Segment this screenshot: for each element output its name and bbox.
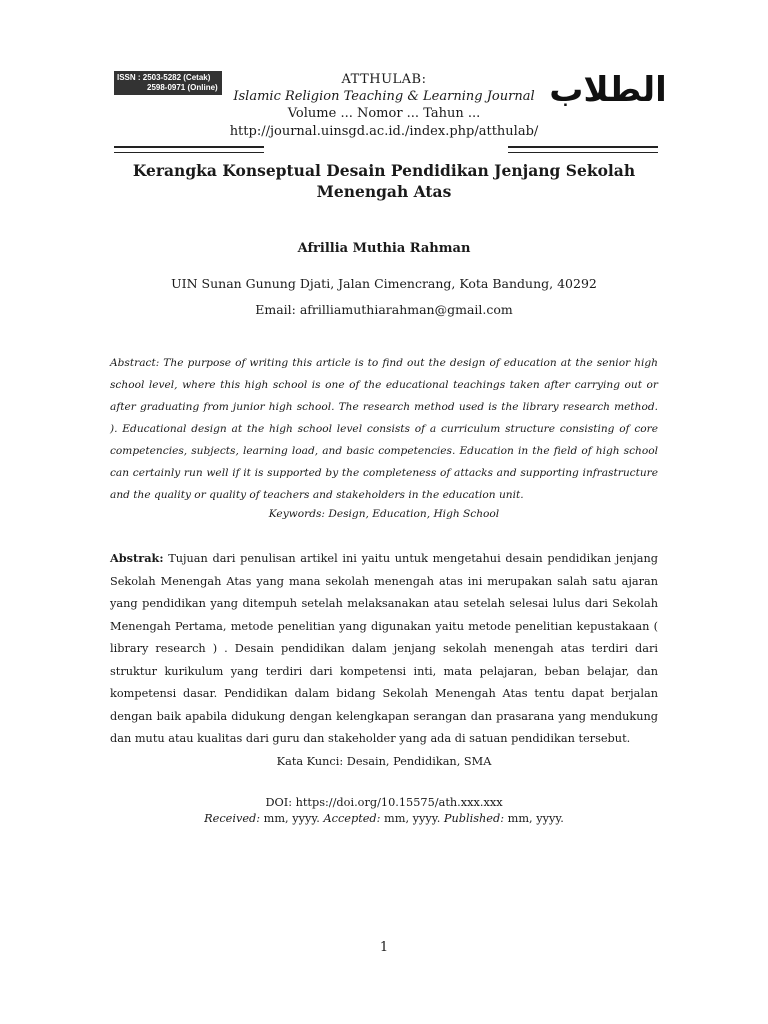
abstract-english-label: Abstract: (110, 357, 160, 369)
page-number: 1 (379, 940, 389, 955)
abstract-indonesian-text: Tujuan dari penulisan artikel ini yaitu untuk mengetahui desain pendidikan jenjang Sekolah Menengah Atas yang mana sekolah menengah atas ini merupakan salah satu ajaran yang pendidikan yang ditempuh setelah melaksanakan atau setelah selesai lulus dari Sekolah Menengah Pertama, metode penelitian yang digunakan yaitu metode penelitian kepustakaan ( library research ) . Desain pendidikan dalam jenjang sekolah menengah atas terdiri dari struktur kurikulum yang terdiri dari kompetensi inti, mata pelajaran, beban belajar, dan kompetensi dasar. Pendidikan dalam bidang Sekolah Menengah Atas tentu dapat berjalan dengan baik apabila didukung dengan kelengkapan serangan dan prasarana yang mendukung dan mutu atau kualitas dari guru dan stakeholder yang ada di satuan pendidikan tersebut. (110, 552, 658, 745)
abstract-english (110, 352, 658, 506)
issn-print: ISSN : 2503-5282 (Cetak) (117, 73, 211, 82)
received-value: mm, yyyy. (260, 812, 324, 825)
header-rule-right-bottom (508, 152, 658, 153)
header-rule-left-top (114, 146, 264, 148)
header-rule-right-top (508, 146, 658, 148)
author-affiliation: UIN Sunan Gunung Djati, Jalan Cimencrang, Kota Bandung, 40292 (171, 276, 597, 291)
received-label: Received: (204, 812, 261, 825)
journal-url[interactable]: http://journal.uinsgd.ac.id./index.php/atthulab/ (229, 124, 539, 139)
author-email[interactable]: Email: afrilliamuthiarahman@gmail.com (255, 302, 513, 317)
abstract-english-text: The purpose of writing this article is to find out the design of education at the senior high school level, where this high school is one of the educational teachings taken after carrying out or after graduating from junior high school. The research method used is the library research method. ). Educational design at the high school level consists of a curriculum structure consisting of core competencies, subjects, learning load, and basic competencies. Education in the field of high school can certainly run well if it is supported by the completeness of attacks and supporting infrastructure and the quality or quality of teachers and stakeholders in the education unit. (110, 357, 658, 501)
published-value: mm, yyyy. (504, 812, 564, 825)
publication-dates (0, 812, 768, 825)
header-rule-left-bottom (114, 152, 264, 153)
author-name: Afrillia Muthia Rahman (297, 241, 471, 256)
journal-volume: Volume ... Nomor ... Tahun ... (287, 106, 481, 121)
accepted-value: mm, yyyy. (380, 812, 444, 825)
issn-online: 2598-0971 (Online) (147, 83, 218, 92)
published-label: Published: (443, 812, 505, 825)
doi-link[interactable]: DOI: https://doi.org/10.15575/ath.xxx.xxx (265, 796, 503, 809)
article-title: Kerangka Konseptual Desain Pendidikan Jenjang Sekolah Menengah Atas (132, 161, 636, 201)
accepted-label: Accepted: (323, 812, 381, 825)
journal-logo: الطلاب (549, 70, 667, 110)
keywords-indonesian: Kata Kunci: Desain, Pendidikan, SMA (276, 755, 492, 768)
abstract-indonesian (110, 547, 658, 751)
abstract-indonesian-label: Abstrak: (110, 551, 164, 565)
keywords-english: Keywords: Design, Education, High School (268, 508, 500, 520)
journal-name: ATTHULAB: (341, 72, 427, 87)
journal-subtitle: Islamic Religion Teaching & Learning Journal (233, 89, 535, 104)
